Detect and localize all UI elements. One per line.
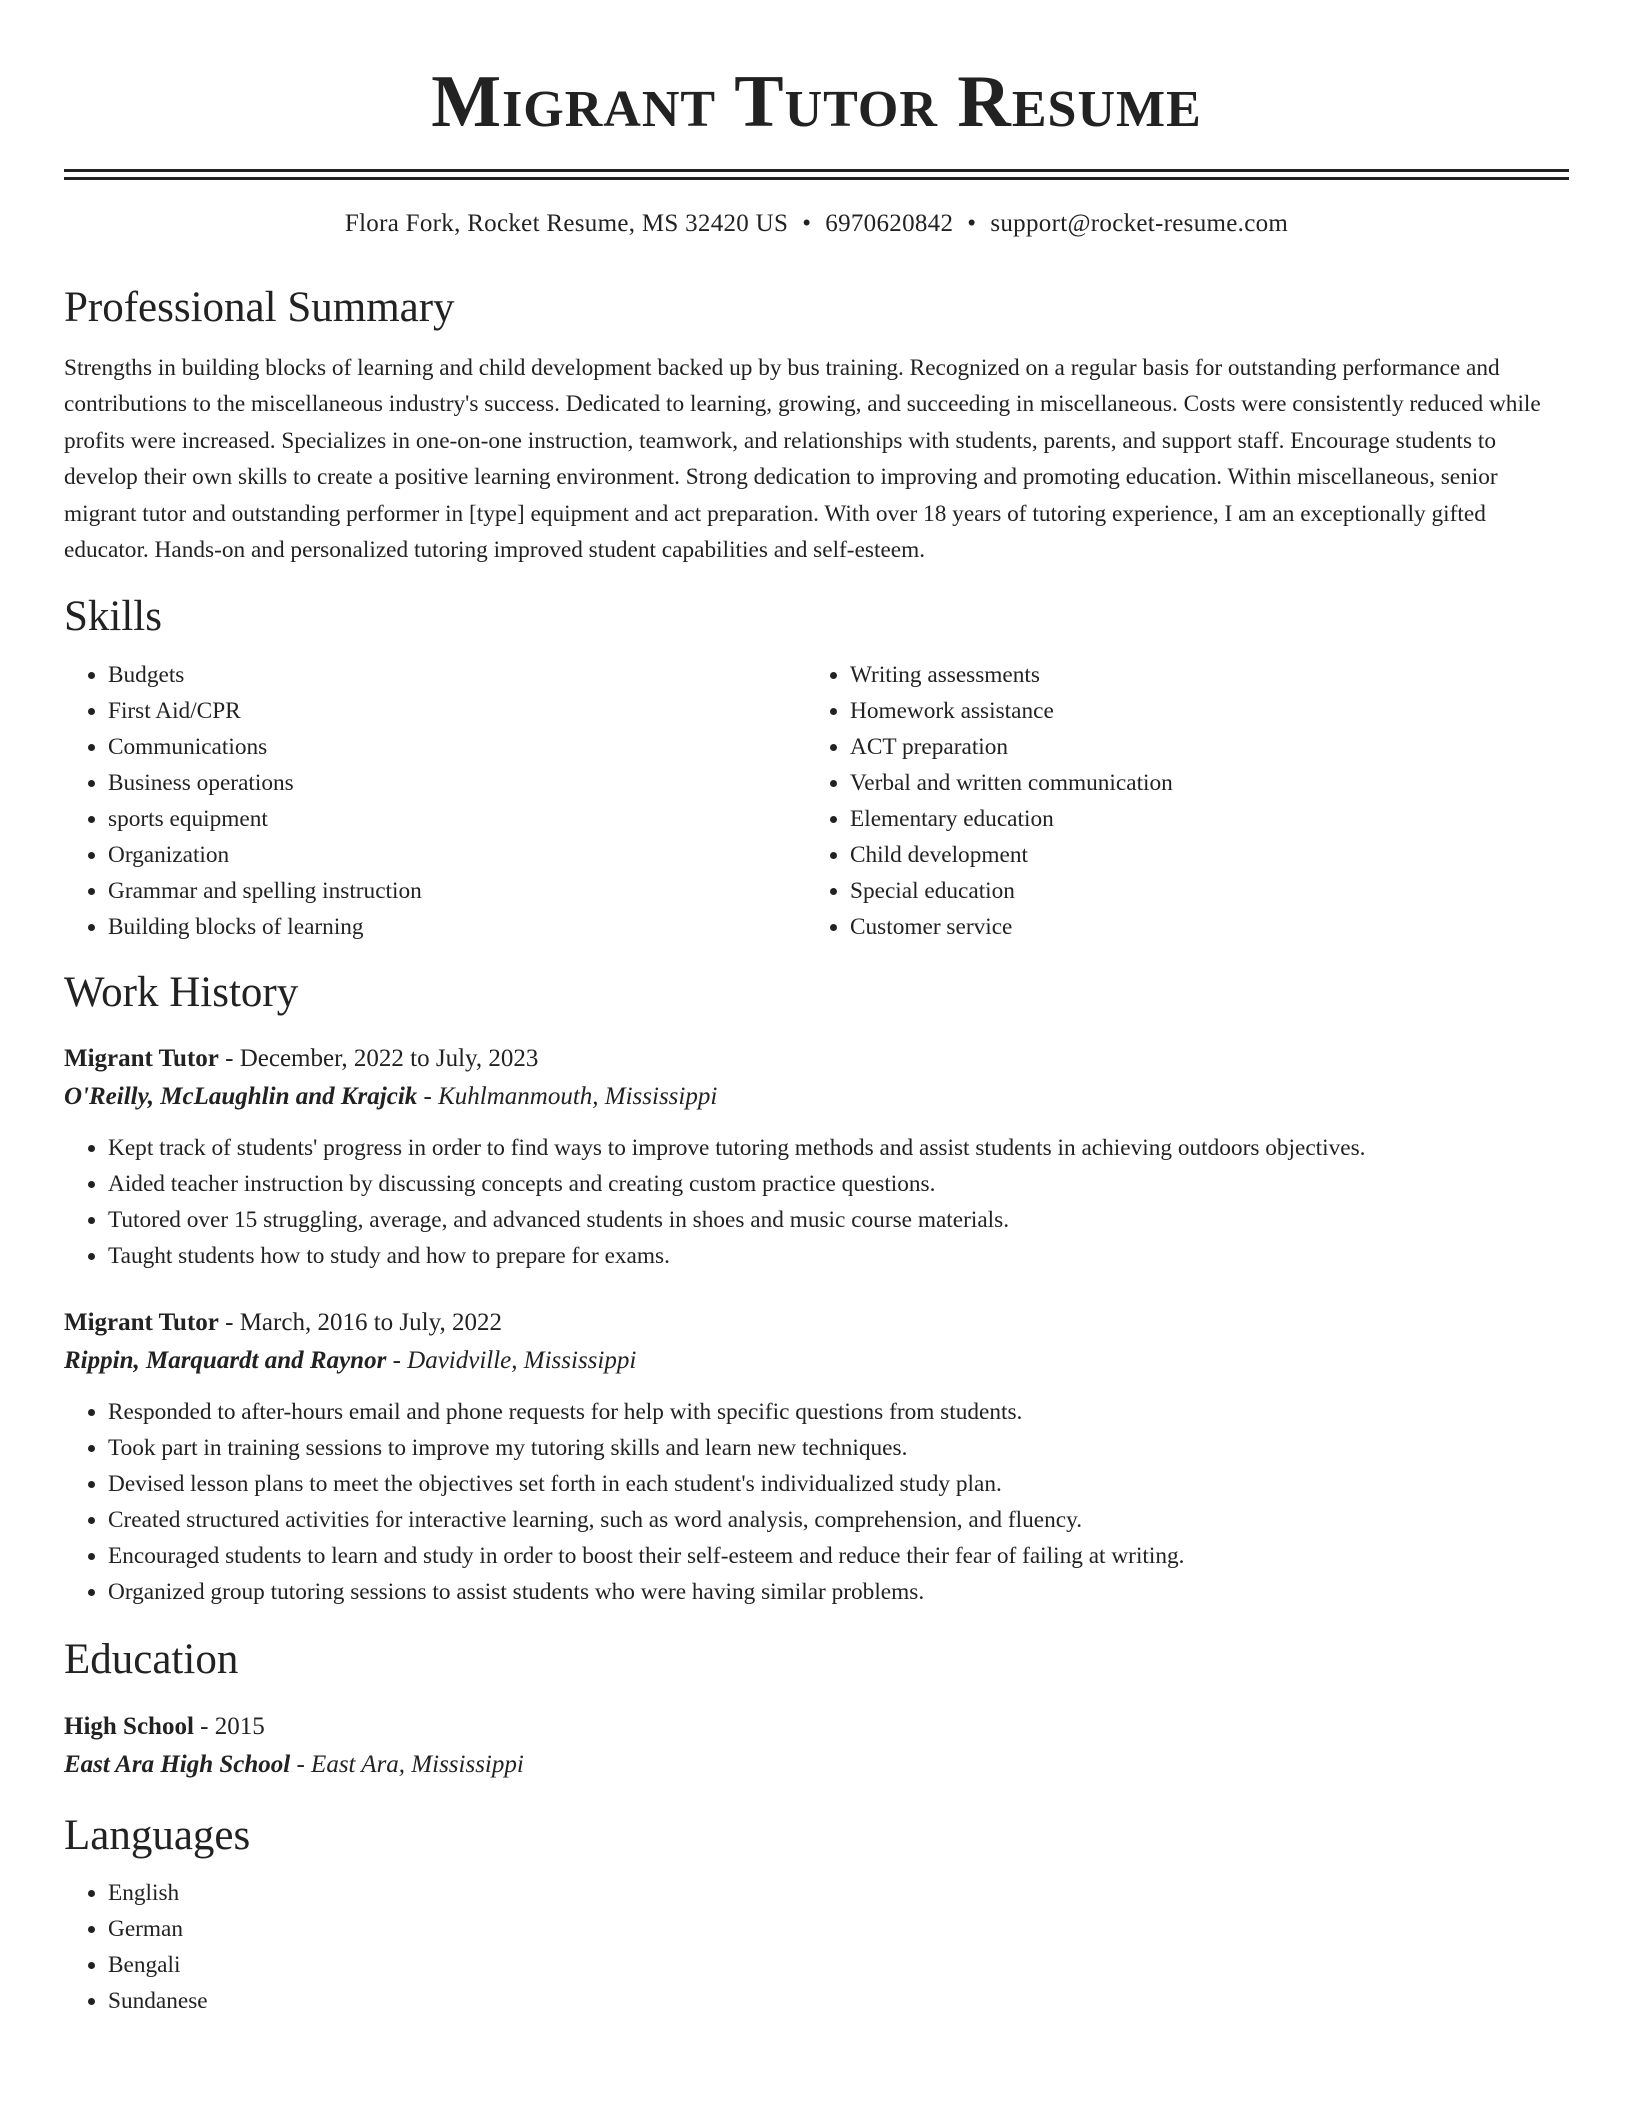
skill-item: • Child development: [850, 837, 1548, 873]
work-history-section: [64, 967, 1569, 1611]
skills-columns: [64, 657, 1569, 945]
job-bullets: [64, 1394, 1569, 1610]
job-employer-line: [64, 1078, 1569, 1116]
skill-item: • Homework assistance: [850, 693, 1548, 729]
skill-item: • First Aid/CPR: [108, 693, 806, 729]
languages-list: [64, 1875, 1569, 2019]
skills-list-left: [64, 657, 806, 945]
summary-heading: Professional Summary: [64, 284, 455, 332]
education-entry: [64, 1708, 1569, 1784]
skill-item: • sports equipment: [108, 801, 806, 837]
job-bullet: • Responded to after-hours email and phone requests for help with specific questions from students.: [108, 1394, 1569, 1430]
contact-separator: •: [967, 210, 977, 238]
summary-text: Strengths in building blocks of learning and child development backed up by bus training. Recognized on a regular basis for outstanding performance and contributions to the miscellaneous industry's success. Dedicated to learning, growing, and succeeding in miscellaneous. Costs were consistently reduced while profits were increased. Specializes in one-on-one instruction, teamwork, and relationships with students, parents, and support staff. Encourage students to develop their own skills to create a positive learning environment. Strong dedication to improving and promoting education. Within miscellaneous, senior migrant tutor and outstanding performer in [type] equipment and act preparation. With over 18 years of tutoring experience, I am an exceptionally gifted educator. Hands-on and personalized tutoring improved student capabilities and self-esteem.: [64, 354, 1541, 564]
job-role: Migrant Tutor: [64, 1309, 219, 1337]
skill-item: • Customer service: [850, 909, 1548, 945]
resume-title: Migrant Tutor Resume: [431, 61, 1202, 143]
job-role: Migrant Tutor: [64, 1045, 219, 1073]
job-title-line: [64, 1304, 1569, 1342]
contact-line: [64, 210, 1569, 238]
education-school: East Ara High School: [64, 1750, 291, 1778]
contact-email: support@rocket-resume.com: [990, 210, 1289, 238]
skill-item: • Verbal and written communication: [850, 765, 1548, 801]
language-item: • Bengali: [108, 1947, 1569, 1983]
skill-item: • Writing assessments: [850, 657, 1548, 693]
skills-section: [64, 591, 1569, 945]
job-bullet: • Organized group tutoring sessions to assist students who were having similar problems.: [108, 1574, 1569, 1610]
contact-phone: 6970620842: [825, 210, 954, 238]
skills-heading: Skills: [64, 592, 162, 640]
job-bullet: • Tutored over 15 struggling, average, and advanced students in shoes and music course materials.: [108, 1202, 1569, 1238]
job-location: - Kuhlmanmouth, Mississippi: [417, 1083, 718, 1111]
language-item: • Sundanese: [108, 1983, 1569, 2019]
skills-column-right: [806, 657, 1548, 945]
language-item: • English: [108, 1875, 1569, 1911]
skill-item: • Elementary education: [850, 801, 1548, 837]
job-company: Rippin, Marquardt and Raynor: [64, 1347, 387, 1375]
education-school-line: [64, 1746, 1569, 1784]
skills-column-left: [64, 657, 806, 945]
skill-item: • ACT preparation: [850, 729, 1548, 765]
job-entry: [64, 1040, 1569, 1274]
skill-item: • Business operations: [108, 765, 806, 801]
job-dates: - December, 2022 to July, 2023: [218, 1045, 539, 1073]
education-section: [64, 1634, 1569, 1784]
job-bullet: • Encouraged students to learn and study in order to boost their self-esteem and reduce their fear of failing at writing.: [108, 1538, 1569, 1574]
skill-item: • Organization: [108, 837, 806, 873]
job-bullet: • Took part in training sessions to improve my tutoring skills and learn new techniques.: [108, 1430, 1569, 1466]
education-degree-line: [64, 1708, 1569, 1746]
job-dates: - March, 2016 to July, 2022: [218, 1309, 502, 1337]
skill-item: • Grammar and spelling instruction: [108, 873, 806, 909]
job-bullet: • Created structured activities for interactive learning, such as word analysis, comprehension, and fluency.: [108, 1502, 1569, 1538]
skill-item: • Budgets: [108, 657, 806, 693]
job-bullets: [64, 1130, 1569, 1274]
job-bullet: • Taught students how to study and how to prepare for exams.: [108, 1238, 1569, 1274]
job-company: O'Reilly, McLaughlin and Krajcik: [64, 1083, 418, 1111]
job-bullet: • Aided teacher instruction by discussing concepts and creating custom practice questions.: [108, 1166, 1569, 1202]
summary-section: [64, 282, 1569, 569]
contact-address: Flora Fork, Rocket Resume, MS 32420 US: [344, 210, 789, 238]
job-location: - Davidville, Mississippi: [386, 1347, 637, 1375]
languages-section: [64, 1810, 1569, 2020]
education-location: - East Ara, Mississippi: [290, 1750, 524, 1778]
education-year: - 2015: [193, 1712, 265, 1740]
resume-page: [64, 0, 1569, 2019]
job-entry: [64, 1304, 1569, 1610]
contact-separator: •: [802, 210, 812, 238]
work-history-heading: Work History: [64, 968, 299, 1016]
job-employer-line: [64, 1342, 1569, 1380]
skills-list-right: [806, 657, 1548, 945]
job-bullet: • Kept track of students' progress in order to find ways to improve tutoring methods and assist students in achieving outdoors objectives.: [108, 1130, 1569, 1166]
job-title-line: [64, 1040, 1569, 1078]
job-bullet: • Devised lesson plans to meet the objectives set forth in each student's individualized study plan.: [108, 1466, 1569, 1502]
skill-item: • Communications: [108, 729, 806, 765]
language-item: • German: [108, 1911, 1569, 1947]
education-degree: High School: [64, 1712, 194, 1740]
title-divider: [64, 169, 1569, 180]
education-heading: Education: [64, 1636, 239, 1684]
skill-item: • Building blocks of learning: [108, 909, 806, 945]
skill-item: • Special education: [850, 873, 1548, 909]
languages-heading: Languages: [64, 1811, 251, 1859]
